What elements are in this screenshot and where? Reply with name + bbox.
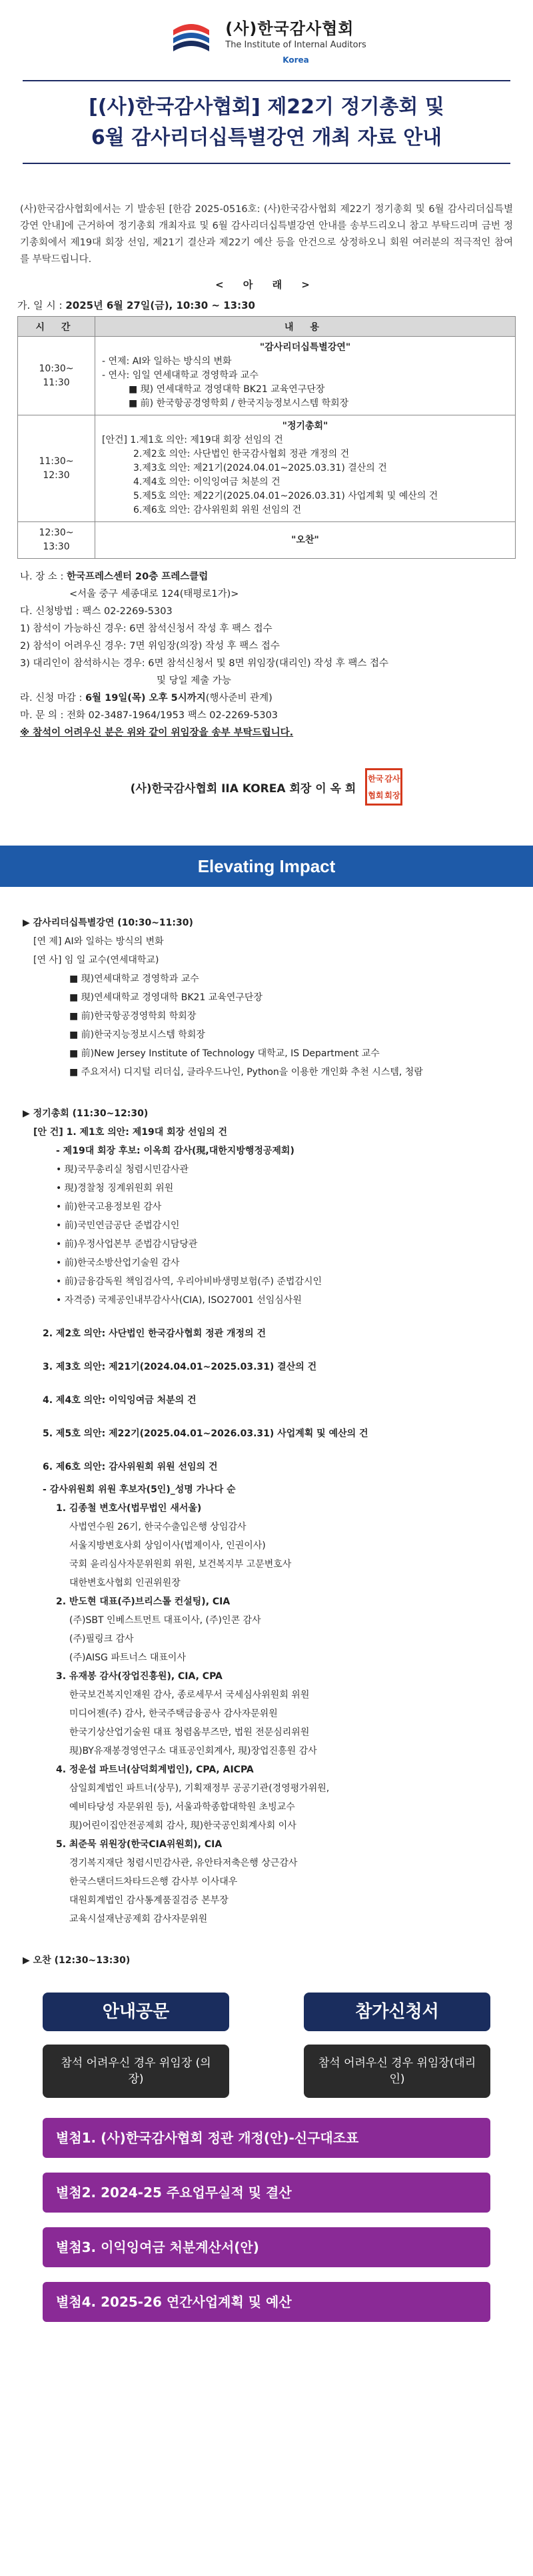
iia-korea-logo-icon [167,15,216,65]
warning-note: ※ 참석이 어려우신 분은 위와 같이 위임장을 송부 부탁드립니다. [20,728,294,738]
schedule-content [95,415,516,522]
schedule-line: [안건] 1.제1호 의안: 제19대 회장 선임의 건 [102,435,283,445]
logo-block [0,0,533,80]
deadline-note: (행사준비 관계) [205,693,272,704]
schedule-title: "오찬" [291,534,319,545]
schedule-line: 4.제4호 의안: 이익잉여금 처분의 건 [133,477,280,487]
audit-committee-heading: - 감사위원회 위원 후보자(5인)_성명 가나다 순 [43,1484,236,1495]
title-line-2: 6월 감사리더십특별강연 개최 자료 안내 [91,126,442,149]
agenda-3: 3. 제3호 의안: 제21기(2024.04.01~2025.03.31) 결산의 건 [43,1362,317,1372]
apply-item-2: 2) 참석이 어려우신 경우: 7면 위임장(의장) 작성 후 팩스 접수 [20,641,280,652]
audit-candidate-line: 대원회계법인 감사통계품질검증 본부장 [69,1895,229,1906]
attachment-2-button[interactable]: 별첨2. 2024-25 주요업무실적 및 결산 [43,2173,490,2213]
schedule-title: "정기총회" [282,421,328,431]
audit-candidate-line: 서울지방변호사회 상임이사(법제이사, 인권이사) [69,1540,266,1551]
candidate-career-item: • 前)한국소방산업기술원 감사 [56,1258,180,1268]
deadline-label: 라. 신청 마감 : [20,693,85,704]
lecture-topic: [연 제] AI와 일하는 방식의 변화 [33,936,164,947]
schedule-table [17,316,516,559]
lecture-career-item: ■ 前)New Jersey Institute of Technology 대학교, IS Department 교수 [69,1048,380,1059]
seal-stamp-icon [365,768,402,806]
candidate-career-item: • 現)경찰청 징계위원회 위원 [56,1183,174,1194]
schedule-title: "감사리더십특별강연" [259,342,351,353]
date-label: 가. 일 시 : [17,299,66,311]
schedule-line: ■ 前) 한국항공경영학회 / 한국지능정보시스템 학회장 [129,398,349,409]
audit-candidate-line: 한국기상산업기술원 대표 청렴옴부즈만, 법원 전문심리위원 [69,1727,310,1738]
schedule-line: ■ 現) 연세대학교 경영대학 BK21 교육연구단장 [129,384,325,395]
logo [167,15,366,65]
audit-candidate-line: 한국보건복지인재원 감사, 종로세무서 국세심사위원회 위원 [69,1690,310,1700]
audit-candidate-line: 경기복지재단 청렴시민감사관, 유안타저축은행 상근감사 [69,1858,298,1868]
schedule-line: 6.제6호 의안: 감사위원회 위원 선임의 건 [133,505,302,515]
attachment-4-button[interactable]: 별첨4. 2025-26 연간사업계획 및 예산 [43,2282,490,2322]
schedule-line: - 연사: 임일 연세대학교 경영학과 교수 [102,370,259,381]
schedule-content [95,337,516,415]
lecture-heading: ▶ 감사리더십특별강연 (10:30~11:30) [23,918,193,928]
audit-candidate-line: 한국스탠더드차타드은행 감사부 이사대우 [69,1876,238,1887]
elevating-impact-banner: Elevating Impact [0,846,533,887]
schedule-time [18,415,95,522]
audit-candidate-line: 교육시설재난공제회 감사자문위원 [69,1914,208,1924]
lecture-career-item: ■ 주요저서) 디지털 리더십, 클라우드나인, Python을 이용한 개인화 추천 시스템, 청람 [69,1067,423,1078]
lecture-career-item: ■ 前)한국지능정보시스템 학회장 [69,1030,205,1040]
logo-korea: Korea [282,55,309,65]
place-address: <서울 중구 세종대로 124(태평로1가)> [69,589,239,599]
schedule-time [18,337,95,415]
application-form-button[interactable]: 참가신청서 [304,1993,490,2031]
audit-candidate-line: 국회 윤리심사자문위원회 위원, 보건복지부 고문변호사 [69,1559,292,1570]
seal-char: 한국 [368,774,384,784]
president-candidate: - 제19대 회장 후보: 이옥희 감사(現,대한지방행정공제회) [56,1146,294,1156]
schedule-time-text: 12:30~ 13:30 [39,527,74,552]
audit-candidate-line: 예비타당성 자문위원 등), 서울과학종합대학원 초빙교수 [69,1802,295,1812]
apply-label: 다. 신청방법 : [20,606,83,617]
audit-candidate-line: 삼일회계법인 파트너(상무), 기획재정부 공공기관(경영평가위원, [69,1783,330,1794]
seal-char: 감사 [384,774,400,784]
audit-candidate-line: 現)어린이집안전공제회 감사, 現)한국공인회계사회 이사 [69,1820,296,1831]
audit-candidate-line: (주)AISG 파트너스 대표이사 [69,1652,186,1663]
schedule-time-text: 11:30~ 12:30 [39,455,74,481]
proxy-agent-button[interactable]: 참석 어려우신 경우 위임장(대리인) [304,2045,490,2098]
audit-candidate-line: (주)필링크 감사 [69,1634,134,1644]
place-line [20,568,513,585]
schedule-content [95,522,516,559]
audit-candidate-line: 現)BY유재봉경영연구소 대표공인회계사, 現)장업진흥원 감사 [69,1746,317,1756]
schedule-line: - 연제: AI와 일하는 방식의 변화 [102,356,232,367]
candidate-career-item: • 前)국민연금공단 준법감시인 [56,1220,180,1231]
agenda-6: 6. 제6호 의안: 감사위원회 위원 선임의 건 [43,1462,218,1472]
apply-item-1: 1) 참석이 가능하신 경우: 6면 참석신청서 작성 후 팩스 접수 [20,623,272,634]
logo-english: The Institute of Internal Auditors [225,40,366,50]
seal-char: 협회 [368,791,384,800]
place-label: 나. 장 소 : [20,571,67,582]
apply-item-3: 3) 대리인이 참석하시는 경우: 6면 참석신청서 및 8면 위임장(대리인) 작성 후 팩스 접수 [20,658,389,669]
audit-candidate-line: 대한변호사협회 인권위원장 [69,1578,181,1588]
title-line-1: [(사)한국감사협회] 제22기 정기총회 및 [89,95,444,119]
agm-heading: ▶ 정기총회 (11:30~12:30) [23,1108,149,1119]
schedule-time [18,522,95,559]
apply-value: 팩스 02-2269-5303 [82,606,173,617]
program-details [23,914,510,1970]
candidate-career-item: • 現)국무총리실 청렴시민감사관 [56,1164,189,1175]
attachment-list [43,2118,490,2322]
notice-button[interactable]: 안내공문 [43,1993,229,2031]
button-column-left [43,1993,229,2098]
attachment-3-button[interactable]: 별첨3. 이익잉여금 처분계산서(안) [43,2227,490,2267]
candidate-career-item: • 자격증) 국제공인내부감사사(CIA), ISO27001 선임심사원 [56,1295,302,1306]
proxy-chair-button[interactable]: 참석 어려우신 경우 위임장 (의장) [43,2045,229,2098]
audit-candidate-line: 미디어젠(주) 감사, 한국주택금융공사 감사자문위원 [69,1708,278,1719]
lecture-career-item: ■ 現)연세대학교 경영대학 BK21 교육연구단장 [69,992,263,1003]
date-value: 2025년 6월 27일(금), 10:30 ~ 13:30 [65,299,255,311]
agenda-2: 2. 제2호 의안: 사단법인 한국감사협회 정관 개정의 건 [43,1328,266,1339]
audit-candidate-name: 3. 유재봉 감사(장업진흥원), CIA, CPA [56,1671,223,1682]
apply-line [20,603,513,620]
schedule-header-content: 내 용 [95,317,516,337]
title-rule-bottom [23,163,510,164]
deadline-value: 6월 19일(목) 오후 5시까지 [85,693,206,704]
lecture-career-item: ■ 前)한국항공경영학회 학회장 [69,1011,197,1022]
audit-candidate-name: 1. 김종철 변호사(법무법인 새서울) [56,1503,202,1514]
agenda-4: 4. 제4호 의안: 이익잉여금 처분의 건 [43,1395,197,1406]
audit-candidate-name: 4. 정운섭 파트너(삼덕회계법인), CPA, AICPA [56,1764,254,1775]
schedule-row-agm [18,415,516,522]
schedule-line: 3.제3호 의안: 제21기(2024.04.01~2025.03.31) 결산의 건 [133,463,387,473]
event-info [20,568,513,742]
seal-char: 회장 [384,791,400,800]
schedule-line: 5.제5호 의안: 제22기(2025.04.01~2026.03.31) 사업계획 및 예산의 건 [133,491,438,501]
schedule-header-time: 시 간 [18,317,95,337]
candidate-career-item: • 前)금융감독원 책임검사역, 우리아비바생명보험(주) 준법감시인 [56,1276,322,1287]
signature [0,768,533,806]
audit-candidate-name: 2. 반도현 대표(주)브리스톨 컨설팅), CIA [56,1596,231,1607]
apply-item-3b: 및 당일 제출 가능 [157,676,231,686]
lecture-career-item: ■ 現)연세대학교 경영학과 교수 [69,974,199,984]
place-value: 한국프레스센터 20층 프레스클럽 [66,571,209,582]
candidate-career-item: • 前)우정사업본부 준법감시담당관 [56,1239,198,1250]
signature-text: (사)한국감사협회 IIA KOREA 회장 이 옥 희 [130,782,356,796]
lecture-speaker: [연 사] 임 일 교수(연세대학교) [33,955,159,966]
page-title [0,81,533,163]
schedule-row-lunch [18,522,516,559]
button-column-right [304,1993,490,2098]
schedule-time-text: 10:30~ 11:30 [39,363,74,388]
below-label: < 아 래 > [215,279,318,291]
schedule-line: 2.제2호 의안: 사단법인 한국감사협회 정관 개정의 건 [133,449,350,459]
attachment-1-button[interactable]: 별첨1. (사)한국감사협회 정관 개정(안)-신구대조표 [43,2118,490,2158]
logo-korean: (사)한국감사협회 [225,19,354,38]
audit-candidate-name: 5. 최준묵 위원장(한국CIA위원회), CIA [56,1839,223,1850]
candidate-career-item: • 前)한국고용정보원 감사 [56,1202,162,1212]
intro-paragraph: (사)한국감사협회에서는 기 발송된 [한감 2025-0516호: (사)한국감사협회 제22기 정기총회 및 6월 감사리더십특별강연 안내]에 근거하여 정기총회 개최자료 및 6월 감사리더십특별강연 안내를 송부드리오니 참고 부탁드리며 금번 정기총회에서 제19대 회장 선임, 제21기 결산과 제22기 예산 등을 안건으로 상정하오니 회원 여러분의 적극적인 참여를 부탁드립니다. [20,204,513,265]
contact-line: 마. 문 의 : 전화 02-3487-1964/1953 팩스 02-2269-5303 [20,710,278,721]
agenda-5: 5. 제5호 의안: 제22기(2025.04.01~2026.03.31) 사업계획 및 예산의 건 [43,1428,368,1439]
logo-text [225,15,366,65]
date-line [17,298,516,312]
deadline-line [20,690,513,707]
document-buttons [43,1993,490,2098]
audit-candidate-line: (주)SBT 인베스트먼트 대표이사, (주)인콘 감사 [69,1615,261,1626]
agenda-1: [안 건] 1. 제1호 의안: 제19대 회장 선임의 건 [33,1127,228,1138]
audit-candidate-line: 사법연수원 26기, 한국수출입은행 상임감사 [69,1522,247,1532]
schedule-row-lecture [18,337,516,415]
lunch-heading: ▶ 오찬 (12:30~13:30) [23,1955,131,1966]
